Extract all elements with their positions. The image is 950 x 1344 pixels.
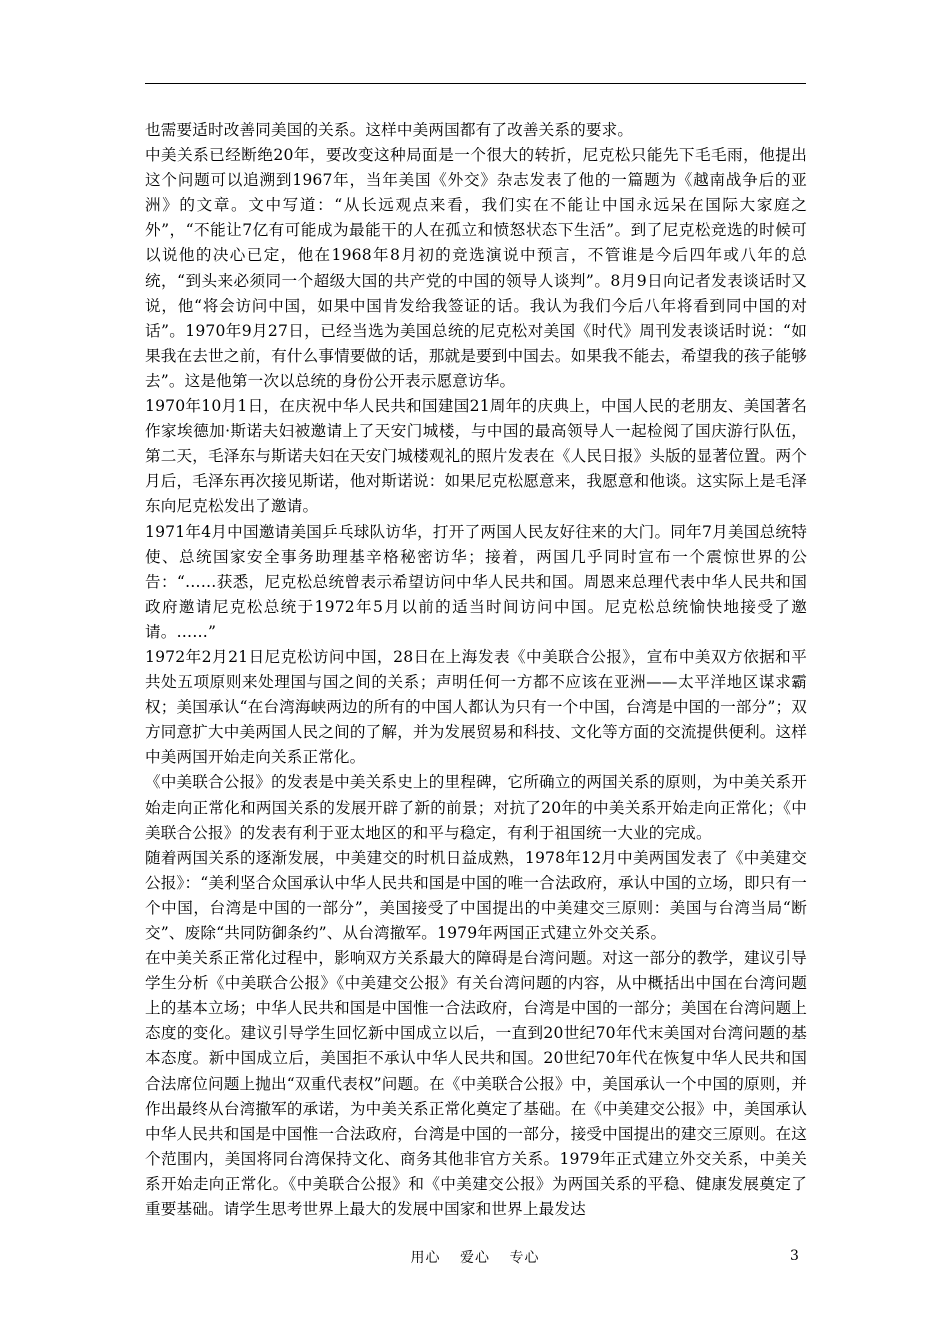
paragraph: 在中美关系正常化过程中，影响双方关系最大的障碍是台湾问题。对这一部分的教学，建议引导学生分析《中美联合公报》《中美建交公报》有关台湾问题的内容，从中概括出中国在台湾问题上的基本立场；中华人民共和国是中国惟一合法政府，台湾是中国的一部分；美国在台湾问题上态度的变化。建议引导学生回忆新中国成立以后，一直到20世纪70年代末美国对台湾问题的基本态度。新中国成立后，美国拒不承认中华人民共和国。20世纪70年代在恢复中华人民共和国合法席位问题上抛出“双重代表权”问题。在《中美联合公报》中，美国承认一个中国的原则，并作出最终从台湾撤军的承诺，为中美关系正常化奠定了基础。在《中美建交公报》中，美国承认中华人民共和国是中国惟一合法政府，台湾是中国的一部分，接受中国提出的建交三原则。在这个范围内，美国将同台湾保持文化、商务其他非官方关系。1979年正式建立外交关系，中美关系开始走向正常化。《中美联合公报》和《中美建交公报》为两国关系的平稳、健康发展奠定了重要基础。请学生思考世界上最大的发展中国家和世界上最发达 [145, 949, 807, 1219]
paragraph: 1972年2月21日尼克松访问中国，28日在上海发表《中美联合公报》，宣布中美双方依据和平共处五项原则来处理国与国之间的关系；声明任何一方都不应该在亚洲——太平洋地区谋求霸权；美国承认“在台湾海峡两边的所有的中国人都认为只有一个中国，台湾是中国的一部分”；双方同意扩大中美两国人民之间的了解，并为发展贸易和科技、文化等方面的交流提供便利。这样中美两国开始走向关系正常化。 [145, 647, 807, 767]
paragraph: 《中美联合公报》的发表是中美关系史上的里程碑，它所确立的两国关系的原则，为中美关系开始走向正常化和两国关系的发展开辟了新的前景；对抗了20年的中美关系开始走向正常化；《中美联合公报》的发表有利于亚太地区的和平与稳定，有利于祖国统一大业的完成。 [145, 773, 807, 842]
page-number: 3 [790, 1248, 799, 1264]
footer-motto: 用心 爱心 专心 [410, 1250, 540, 1266]
paragraph: 随着两国关系的逐渐发展，中美建交的时机日益成熟，1978年12月中美两国发表了《中美建交公报》：“美利坚合众国承认中华人民共和国是中国的唯一合法政府，承认中国的立场，即只有一个中国，台湾是中国的一部分”，美国接受了中国提出的中美建交三原则：美国与台湾当局“断交”、废除“共同防御条约”、从台湾撤军。1979年两国正式建立外交关系。 [145, 848, 807, 942]
paragraph: 也需要适时改善同美国的关系。这样中美两国都有了改善关系的要求。 [145, 121, 634, 139]
header-rule [145, 83, 806, 84]
paragraph: 中美关系已经断绝20年，要改变这种局面是一个很大的转折，尼克松只能先下毛毛雨，他提出这个问题可以追溯到1967年，当年美国《外交》杂志发表了他的一篇题为《越南战争后的亚洲》的文章。文中写道：“从长远观点来看，我们实在不能让中国永远呆在国际大家庭之外”，“不能让7亿有可能成为最能干的人在孤立和愤怒状态下生活”。到了尼克松竞选的时候可以说他的决心已定，他在1968年8月初的竞选演说中预言，不管谁是今后四年或八年的总统，“到头来必须同一个超级大国的共产党的中国的领导人谈判”。8月9日向记者发表谈话时又说，他“将会访问中国，如果中国肯发给我签证的话。我认为我们今后八年将看到同中国的对话”。1970年9月27日，已经当选为美国总统的尼克松对美国《时代》周刊发表谈话时说：“如果我在去世之前，有什么事情要做的话，那就是要到中国去。如果我不能去，希望我的孩子能够去”。这是他第一次以总统的身份公开表示愿意访华。 [145, 146, 807, 390]
paragraph: 1971年4月中国邀请美国乒乓球队访华，打开了两国人民友好往来的大门。同年7月美国总统特使、总统国家安全事务助理基辛格秘密访华；接着，两国几乎同时宣布一个震惊世界的公告：“……获悉，尼克松总统曾表示希望访问中华人民共和国。周恩来总理代表中华人民共和国政府邀请尼克松总统于1972年5月以前的适当时间访问中国。尼克松总统愉快地接受了邀请。……” [145, 522, 807, 641]
body-text [145, 118, 807, 1222]
paragraph: 1970年10月1日，在庆祝中华人民共和国建国21周年的庆典上，中国人民的老朋友、美国著名作家埃德加·斯诺夫妇被邀请上了天安门城楼，与中国的最高领导人一起检阅了国庆游行队伍，第二天，毛泽东与斯诺夫妇在天安门城楼观礼的照片发表在《人民日报》头版的显著位置。两个月后，毛泽东再次接见斯诺，他对斯诺说：如果尼克松愿意来，我愿意和他谈。这实际上是毛泽东向尼克松发出了邀请。 [145, 397, 807, 516]
